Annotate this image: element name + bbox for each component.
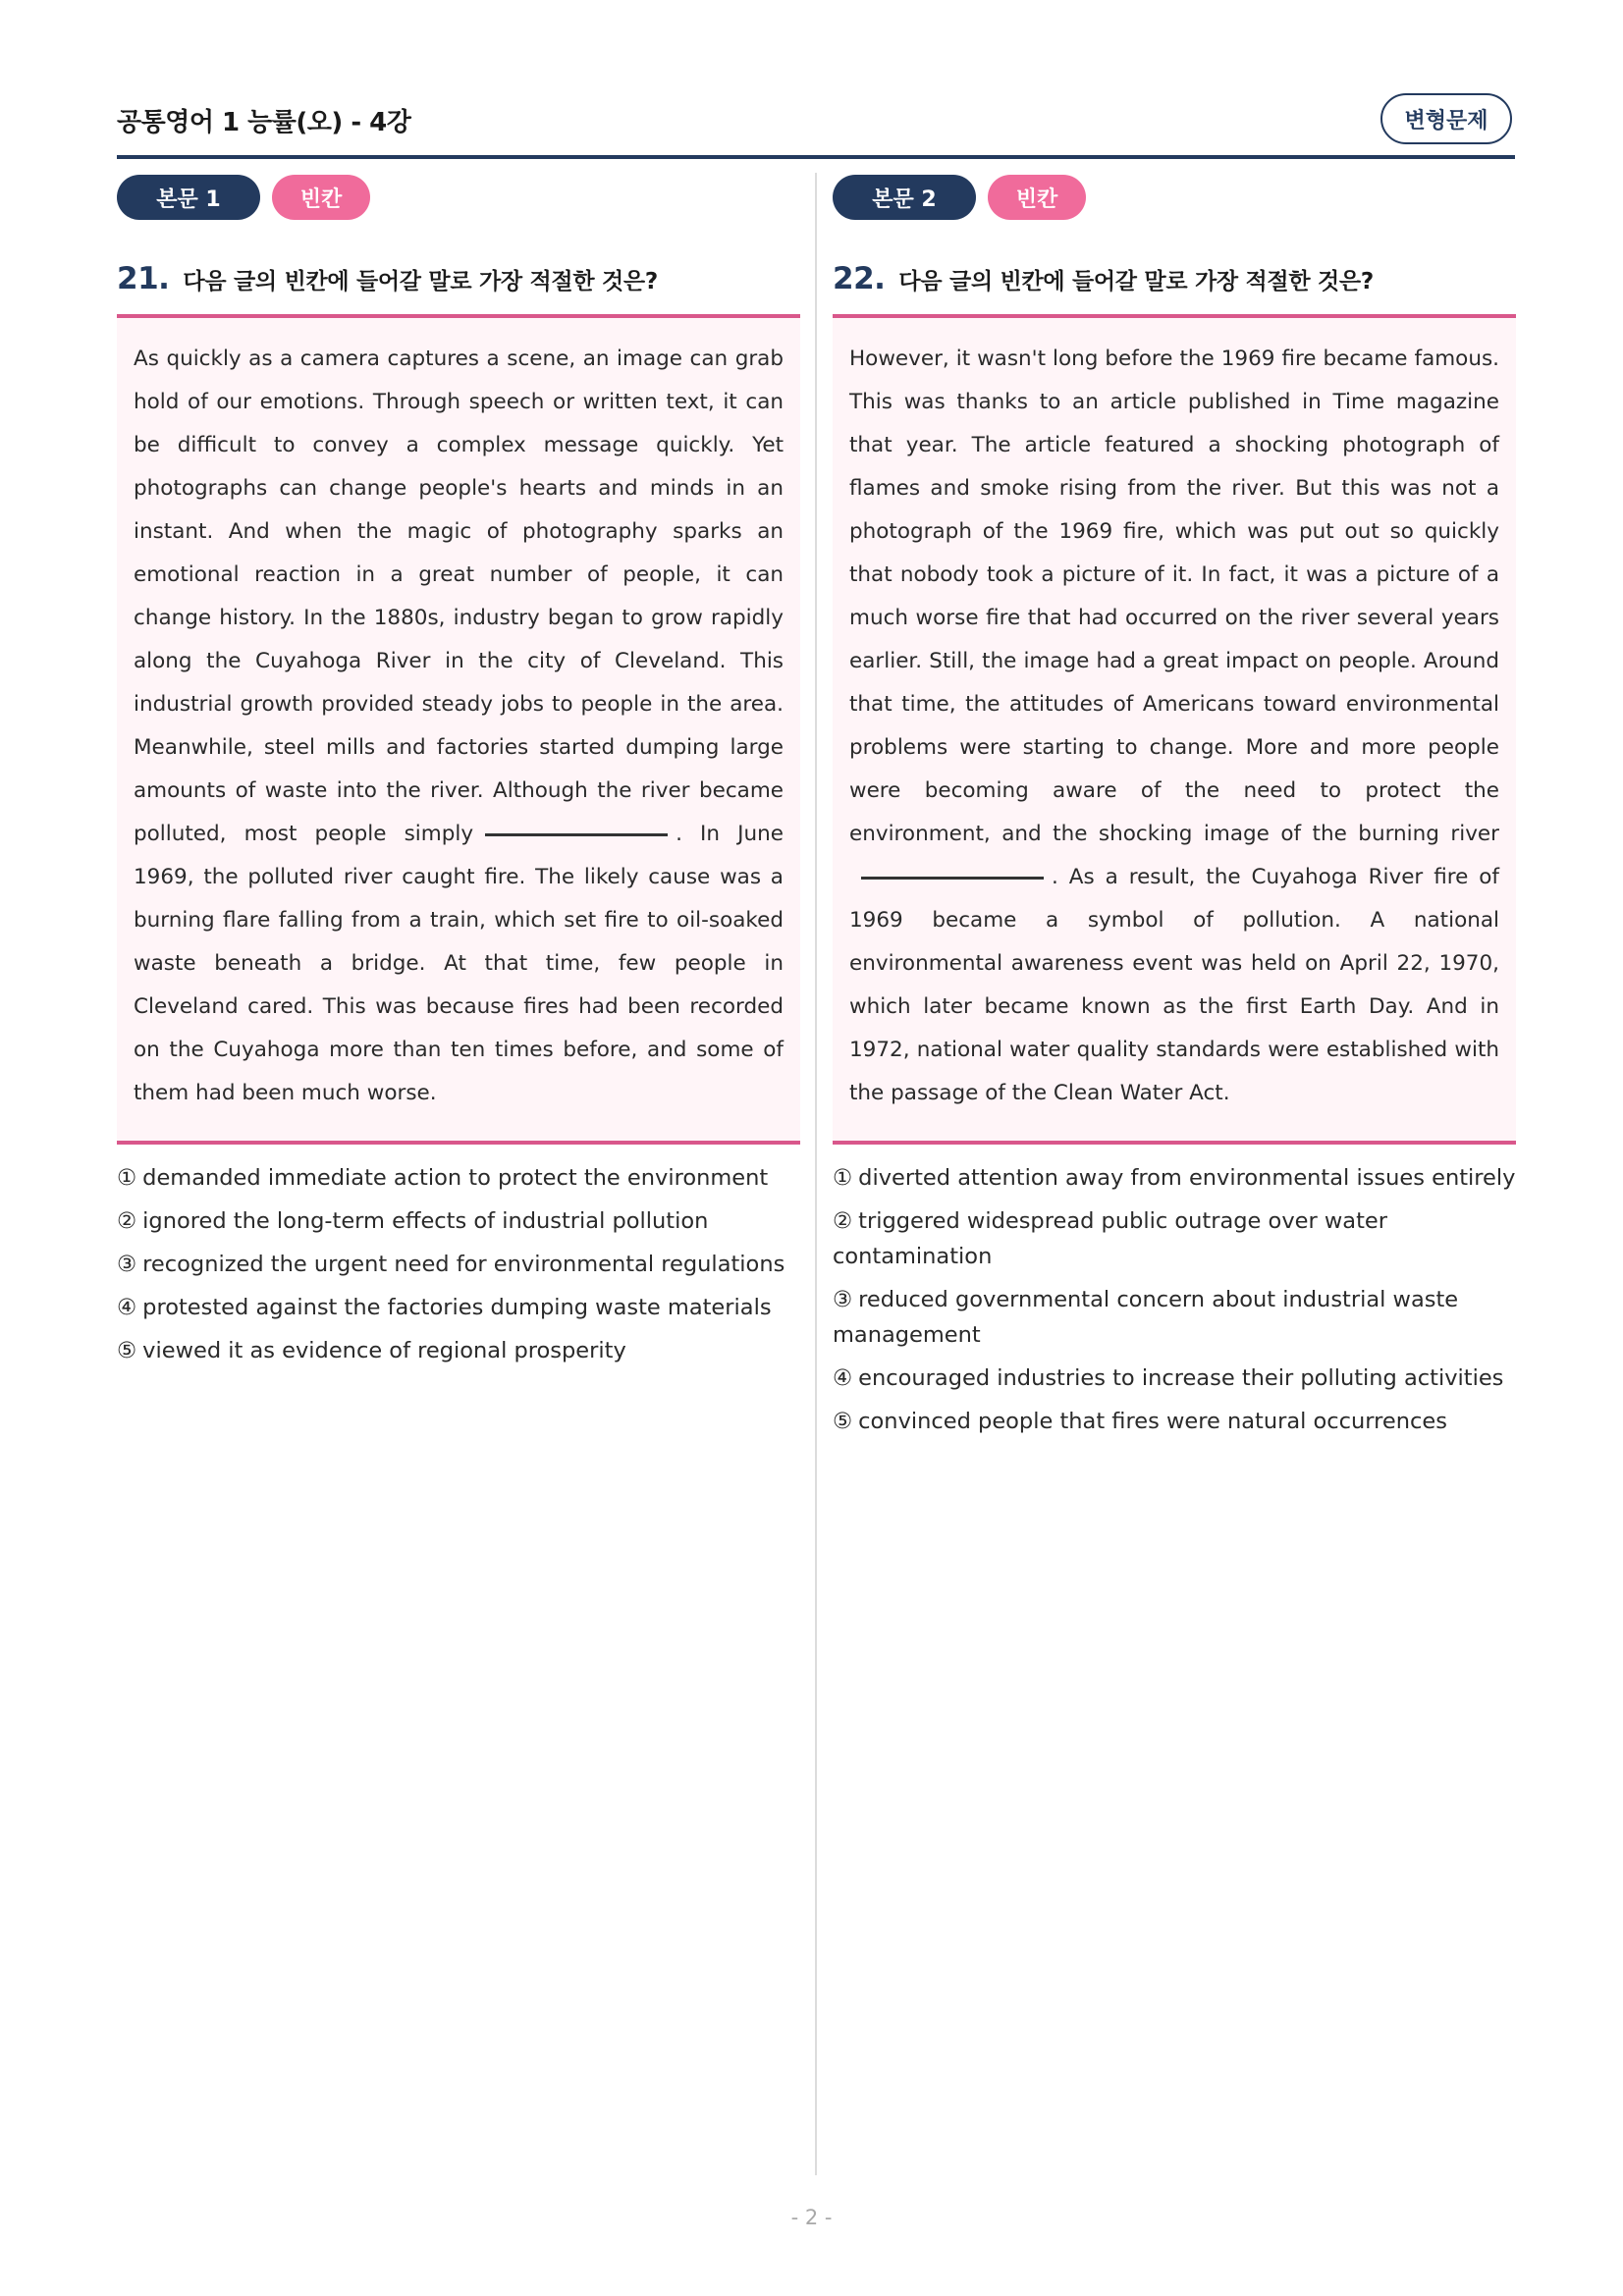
option-number: ⑤	[117, 1338, 137, 1363]
passage-text-after: . As a result, the Cuyahoga River fire of 1969 became a symbol of pollution. A national environmental awareness event was held on April 22, 1970, which later became known as the first Earth Day. And in 1972, national water quality standards were established with the passage of the Clean Water Act.	[849, 865, 1499, 1105]
question-22-column	[833, 173, 1516, 1447]
question-21-tags	[117, 173, 800, 222]
option-text: demanded immediate action to protect the environment	[142, 1165, 769, 1191]
option-3[interactable]	[833, 1282, 1516, 1353]
option-2[interactable]	[833, 1203, 1516, 1274]
option-text: diverted attention away from environmental issues entirely	[858, 1165, 1516, 1191]
option-number: ②	[833, 1208, 853, 1234]
option-text: recognized the urgent need for environmental regulations	[142, 1252, 785, 1277]
question-22-heading	[833, 259, 1516, 298]
page-number: - 2 -	[790, 2206, 833, 2229]
option-4[interactable]	[833, 1361, 1516, 1396]
type-pill: 빈칸	[988, 175, 1086, 220]
question-22-passage	[833, 314, 1516, 1145]
option-text: encouraged industries to increase their polluting activities	[858, 1365, 1504, 1391]
section-pill: 본문 1	[117, 175, 260, 220]
answer-blank	[861, 877, 1044, 880]
option-3[interactable]	[117, 1247, 800, 1282]
option-number: ⑤	[833, 1409, 853, 1434]
option-number: ①	[117, 1165, 137, 1191]
option-text: protested against the factories dumping waste materials	[142, 1295, 772, 1320]
question-number: 22.	[833, 261, 886, 296]
option-number: ④	[833, 1365, 853, 1391]
section-pill: 본문 2	[833, 175, 976, 220]
question-21-options	[117, 1160, 800, 1368]
option-1[interactable]	[117, 1160, 800, 1196]
type-badge: 변형문제	[1380, 93, 1512, 144]
option-number: ③	[833, 1287, 853, 1312]
option-text: viewed it as evidence of regional prosperity	[142, 1338, 626, 1363]
option-text: convinced people that fires were natural occurrences	[858, 1409, 1447, 1434]
passage-text	[134, 338, 784, 1115]
question-number: 21.	[117, 261, 170, 296]
option-5[interactable]	[833, 1404, 1516, 1439]
passage-text-before: As quickly as a camera captures a scene, an image can grab hold of our emotions. Through speech or written text, it can be difficult to convey a complex message quickly. Yet photographs can change people's hearts and minds in an instant. And when the magic of photography sparks an emotional reaction in a great number of people, it can change history. In the 1880s, industry began to grow rapidly along the Cuyahoga River in the city of Cleveland. This industrial growth provided steady jobs to people in the area. Meanwhile, steel mills and factories started dumping large amounts of waste into the river. Although the river became polluted, most people simply	[134, 347, 784, 846]
question-21-passage	[117, 314, 800, 1145]
option-text: reduced governmental concern about industrial waste management	[833, 1287, 1459, 1348]
page-title: 공통영어 1 능률(오) - 4강	[117, 108, 411, 137]
passage-text-before: However, it wasn't long before the 1969 fire became famous. This was thanks to an article published in Time magazine that year. The article featured a shocking photograph of flames and smoke rising from the river. But this was not a photograph of the 1969 fire, which was put out so quickly that nobody took a picture of it. In fact, it was a picture of a much worse fire that had occurred on the river several years earlier. Still, the image had a great impact on people. Around that time, the attitudes of Americans toward environmental problems were starting to change. More and more people were becoming aware of the need to protect the environment, and the shocking image of the burning river	[849, 347, 1499, 846]
column-divider	[815, 173, 817, 2175]
question-22-tags	[833, 173, 1516, 222]
option-number: ③	[117, 1252, 137, 1277]
option-5[interactable]	[117, 1333, 800, 1368]
option-number: ②	[117, 1208, 137, 1234]
header-divider	[117, 155, 1515, 159]
passage-text-after: . In June 1969, the polluted river caught fire. The likely cause was a burning flare falling from a train, which set fire to oil-soaked waste beneath a bridge. At that time, few people in Cleveland cared. This was because fires had been recorded on the Cuyahoga more than ten times before, and some of them had been much worse.	[134, 822, 784, 1105]
answer-blank	[485, 833, 668, 836]
question-21-column	[117, 173, 800, 1376]
question-prompt: 다음 글의 빈칸에 들어갈 말로 가장 적절한 것은?	[898, 268, 1374, 294]
option-number: ①	[833, 1165, 853, 1191]
option-4[interactable]	[117, 1290, 800, 1325]
question-22-options	[833, 1160, 1516, 1439]
option-text: ignored the long-term effects of industrial pollution	[142, 1208, 709, 1234]
passage-text	[849, 338, 1499, 1115]
option-1[interactable]	[833, 1160, 1516, 1196]
option-number: ④	[117, 1295, 137, 1320]
question-21-heading	[117, 259, 800, 298]
option-text: triggered widespread public outrage over water contamination	[833, 1208, 1387, 1269]
question-prompt: 다음 글의 빈칸에 들어갈 말로 가장 적절한 것은?	[183, 268, 658, 294]
type-pill: 빈칸	[272, 175, 370, 220]
option-2[interactable]	[117, 1203, 800, 1239]
